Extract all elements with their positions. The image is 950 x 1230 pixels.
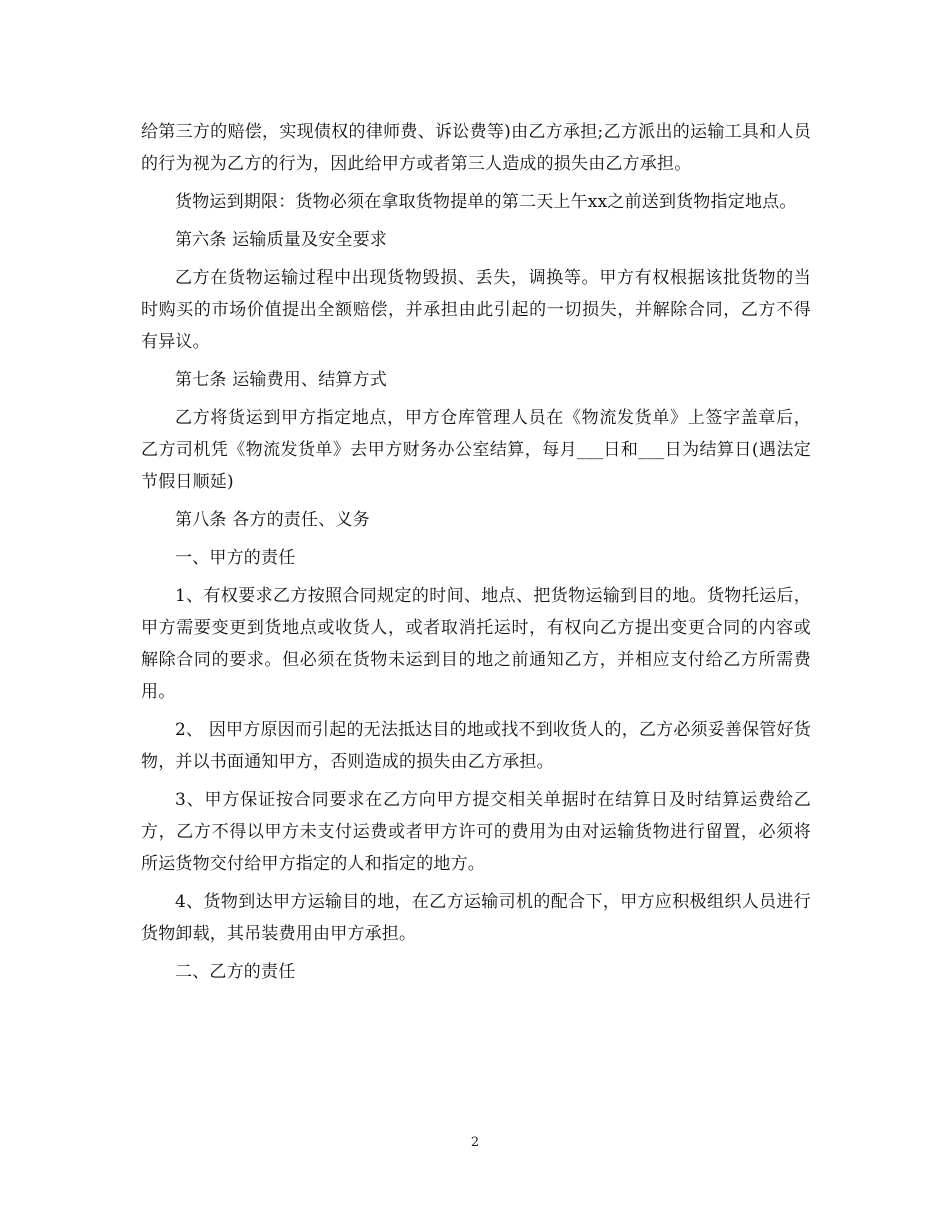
paragraph-article-7: 乙方将货运到甲方指定地点，甲方仓库管理人员在《物流发货单》上签字盖章后，乙方司机凭《物流发货单》去甲方财务办公室结算，每月___日和___日为结算日(遇法定节假日顺延) (141, 408, 811, 492)
article-8-heading: 第八条 各方的责任、义务 (175, 510, 370, 530)
article-7-heading: 第七条 运输费用、结算方式 (175, 370, 388, 390)
clause-a-3: 3、甲方保证按合同要求在乙方向甲方提交相关单据时在结算日及时结算运费给乙方，乙方不得以甲方未支付运费或者甲方许可的费用为由对运输货物进行留置，必须将所运货物交付给甲方指定的人和指定的地方。 (141, 790, 811, 874)
paragraph-article-6: 乙方在货物运输过程中出现货物毁损、丢失，调换等。甲方有权根据该批货物的当时购买的市场价值提出全额赔偿，并承担由此引起的一切损失，并解除合同，乙方不得有异议。 (141, 268, 811, 352)
clause-a-2: 2、 因甲方原因而引起的无法抵达目的地或找不到收货人的，乙方必须妥善保管好货物，并以书面通知甲方，否则造成的损失由乙方承担。 (141, 720, 811, 772)
article-6-heading: 第六条 运输质量及安全要求 (175, 230, 388, 250)
section-party-a-heading: 一、甲方的责任 (175, 548, 296, 568)
page-number: 2 (470, 1135, 480, 1150)
clause-a-4: 4、货物到达甲方运输目的地，在乙方运输司机的配合下，甲方应积极组织人员进行货物卸载，其吊装费用由甲方承担。 (141, 892, 811, 944)
document-body (141, 116, 811, 994)
paragraph-continuation: 给第三方的赔偿，实现债权的律师费、诉讼费等)由乙方承担;乙方派出的运输工具和人员的行为视为乙方的行为，因此给甲方或者第三人造成的损失由乙方承担。 (141, 122, 811, 174)
section-party-b-heading: 二、乙方的责任 (175, 962, 296, 982)
paragraph-delivery-deadline: 货物运到期限：货物必须在拿取货物提单的第二天上午xx之前送到货物指定地点。 (175, 192, 797, 212)
clause-a-1: 1、有权要求乙方按照合同规定的时间、地点、把货物运输到目的地。货物托运后，甲方需要变更到货地点或收货人，或者取消托运时，有权向乙方提出变更合同的内容或解除合同的要求。但必须在货物未运到目的地之前通知乙方，并相应支付给乙方所需费用。 (141, 586, 811, 702)
